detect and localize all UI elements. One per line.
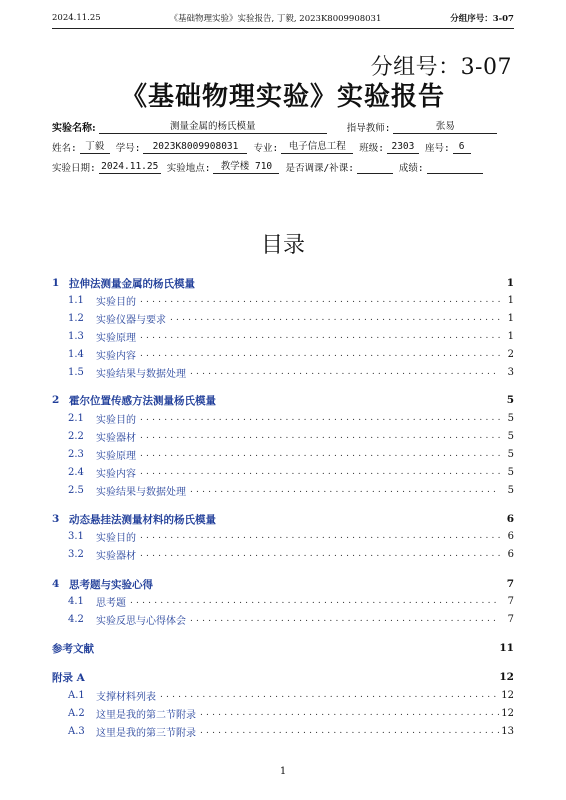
header-rule — [52, 28, 514, 29]
toc-leader-dots — [140, 531, 500, 541]
toc-section-4[interactable] — [52, 576, 514, 592]
name-value: 丁毅 — [80, 138, 110, 154]
toc-entry-title: 实验结果与数据处理 — [96, 486, 186, 498]
advisor-label: 指导教师: — [346, 123, 391, 134]
toc-section-title: 附录 A — [52, 671, 85, 684]
toc-entry-number: A.3 — [68, 725, 85, 737]
toc-entry-title: 实验结果与数据处理 — [96, 368, 186, 380]
toc-entry-title: 这里是我的第二节附录 — [96, 709, 196, 721]
experiment-name-value: 测量金属的杨氏模量 — [99, 118, 327, 134]
toc-leader-dots — [200, 726, 500, 736]
group-number: 分组号：3-07 — [370, 55, 512, 80]
toc-entry-title: 实验器材 — [96, 432, 136, 444]
toc-leader-dots — [140, 331, 500, 341]
toc-heading: 目录 — [260, 233, 305, 258]
major-label: 专业: — [253, 143, 279, 154]
toc-entry-1-2[interactable] — [68, 310, 514, 326]
toc-section-title: 霍尔位置传感方法测量杨氏模量 — [69, 394, 216, 407]
toc-entry-number: 4.1 — [68, 595, 84, 607]
toc-entry-1-4[interactable] — [68, 346, 514, 362]
toc-entry-page: 6 — [507, 548, 514, 560]
toc-entry-1-3[interactable] — [68, 328, 514, 344]
toc-entry-title: 实验原理 — [96, 450, 136, 462]
toc-entry-page: 5 — [507, 412, 514, 424]
toc-leader-dots — [140, 467, 500, 477]
toc-entry-number: 1.5 — [68, 366, 84, 378]
toc-entry-a-2[interactable] — [68, 705, 514, 721]
toc-entry-page: 5 — [507, 466, 514, 478]
toc-section-page: 6 — [506, 513, 514, 525]
toc-section-page: 12 — [499, 671, 514, 683]
makeup-label: 是否调课/补课: — [285, 163, 354, 174]
toc-section-number: 4 — [52, 578, 60, 590]
toc-section-page: 5 — [506, 394, 514, 406]
toc-entry-number: 1.4 — [68, 348, 84, 360]
date-label: 实验日期: — [52, 163, 96, 174]
toc-entry-a-1[interactable] — [68, 687, 514, 703]
major-value: 电子信息工程 — [281, 138, 353, 154]
class-value: 2303 — [387, 141, 419, 154]
experiment-name-label: 实验名称: — [52, 123, 96, 134]
toc-entry-title: 实验仪器与要求 — [96, 314, 166, 326]
toc-entry-page: 1 — [507, 330, 514, 342]
toc-entry-page: 13 — [501, 725, 514, 737]
date-value: 2024.11.25 — [99, 161, 161, 174]
toc-entry-title: 实验内容 — [96, 350, 136, 362]
header-date: 2024.11.25 — [52, 13, 101, 23]
toc-entry-page: 7 — [507, 595, 514, 607]
toc-entry-page: 1 — [507, 312, 514, 324]
toc-section-title: 拉伸法测量金属的杨氏模量 — [69, 277, 195, 290]
toc-entry-title: 实验原理 — [96, 332, 136, 344]
toc-leader-dots — [190, 614, 500, 624]
toc-entry-title: 实验目的 — [96, 296, 136, 308]
toc-entry-2-2[interactable] — [68, 428, 514, 444]
toc-entry-3-2[interactable] — [68, 546, 514, 562]
score-label: 成绩: — [398, 163, 424, 174]
toc-entry-number: 2.5 — [68, 484, 84, 496]
info-line-experiment — [52, 118, 514, 134]
toc-entry-number: 3.1 — [68, 530, 84, 542]
toc-entry-number: 1.1 — [68, 294, 84, 306]
toc-entry-number: 2.1 — [68, 412, 84, 424]
toc-entry-number: A.2 — [68, 707, 85, 719]
toc-leader-dots — [140, 431, 500, 441]
toc-leader-dots — [170, 313, 500, 323]
toc-entry-page: 7 — [507, 613, 514, 625]
toc-entry-number: A.1 — [68, 689, 85, 701]
class-label: 班级: — [359, 143, 384, 154]
toc-leader-dots — [200, 708, 500, 718]
toc-section-3[interactable] — [52, 511, 514, 527]
toc-entry-number: 2.3 — [68, 448, 84, 460]
toc-entry-title: 实验器材 — [96, 550, 136, 562]
toc-entry-page: 5 — [507, 448, 514, 460]
toc-appendix-a[interactable] — [52, 669, 514, 685]
seat-value: 6 — [453, 141, 471, 154]
toc-section-title: 思考题与实验心得 — [69, 578, 153, 591]
toc-entry-2-1[interactable] — [68, 410, 514, 426]
info-line-date — [52, 158, 514, 174]
student-id-label: 学号: — [115, 143, 141, 154]
header-group-number: 分组序号：3-07 — [450, 14, 514, 24]
toc-leader-dots — [140, 295, 500, 305]
toc-entry-number: 1.3 — [68, 330, 84, 342]
location-label: 实验地点: — [166, 163, 211, 174]
header-center-text: 《基础物理实验》实验报告, 丁毅, 2023K8009908031 — [169, 14, 382, 24]
toc-entry-4-1[interactable] — [68, 593, 514, 609]
toc-entry-title: 实验内容 — [96, 468, 136, 480]
toc-section-1[interactable] — [52, 275, 514, 291]
toc-entry-2-5[interactable] — [68, 482, 514, 498]
toc-leader-dots — [140, 349, 500, 359]
toc-section-page: 11 — [499, 642, 514, 654]
toc-entry-number: 2.4 — [68, 466, 84, 478]
toc-entry-page: 6 — [507, 530, 514, 542]
name-label: 姓名: — [52, 143, 77, 154]
toc-entry-4-2[interactable] — [68, 611, 514, 627]
toc-section-number: 2 — [52, 394, 60, 406]
toc-entry-3-1[interactable] — [68, 528, 514, 544]
toc-entry-page: 5 — [507, 484, 514, 496]
toc-leader-dots — [190, 485, 500, 495]
toc-section-page: 7 — [506, 578, 514, 590]
toc-entry-page: 5 — [507, 430, 514, 442]
toc-entry-title: 实验目的 — [96, 414, 136, 426]
toc-leader-dots — [140, 449, 500, 459]
toc-section-number: 3 — [52, 513, 60, 525]
report-title: 《基础物理实验》实验报告 — [120, 82, 445, 112]
toc-leader-dots — [190, 367, 500, 377]
score-value — [427, 172, 483, 174]
toc-entry-title: 支撑材料列表 — [96, 691, 156, 703]
toc-entry-2-3[interactable] — [68, 446, 514, 462]
toc-section-2[interactable] — [52, 392, 514, 408]
running-header — [52, 10, 514, 26]
toc-leader-dots — [140, 413, 500, 423]
toc-leader-dots — [130, 596, 500, 606]
toc-entry-page: 12 — [501, 707, 514, 719]
toc-entry-1-5[interactable] — [68, 364, 514, 380]
toc-entry-title: 实验目的 — [96, 532, 136, 544]
student-id-value: 2023K8009908031 — [143, 141, 247, 154]
seat-label: 座号: — [424, 143, 450, 154]
advisor-value: 张易 — [393, 118, 497, 134]
location-value: 教学楼 710 — [213, 158, 279, 174]
toc-entry-number: 1.2 — [68, 312, 84, 324]
toc-entry-page: 2 — [507, 348, 514, 360]
toc-leader-dots — [140, 549, 500, 559]
toc-entry-number: 4.2 — [68, 613, 84, 625]
toc-entry-title: 实验反思与心得体会 — [96, 615, 186, 627]
toc-entry-1-1[interactable] — [68, 292, 514, 308]
toc-leader-dots — [160, 690, 500, 700]
toc-entry-2-4[interactable] — [68, 464, 514, 480]
info-line-student — [52, 138, 514, 154]
toc-entry-title: 这里是我的第三节附录 — [96, 727, 196, 739]
toc-section-page: 1 — [506, 277, 514, 289]
toc-section-number: 1 — [52, 277, 60, 289]
toc-entry-number: 2.2 — [68, 430, 84, 442]
toc-entry-a-3[interactable] — [68, 723, 514, 739]
toc-references[interactable] — [52, 640, 514, 656]
makeup-value — [357, 172, 393, 174]
toc-section-title: 动态悬挂法测量材料的杨氏模量 — [69, 513, 216, 526]
toc-entry-number: 3.2 — [68, 548, 84, 560]
toc-section-title: 参考文献 — [52, 642, 94, 655]
toc-entry-page: 1 — [507, 294, 514, 306]
toc-entry-page: 3 — [507, 366, 514, 378]
page-number: 1 — [279, 766, 287, 777]
toc-entry-title: 思考题 — [96, 597, 126, 609]
toc-entry-page: 12 — [501, 689, 514, 701]
